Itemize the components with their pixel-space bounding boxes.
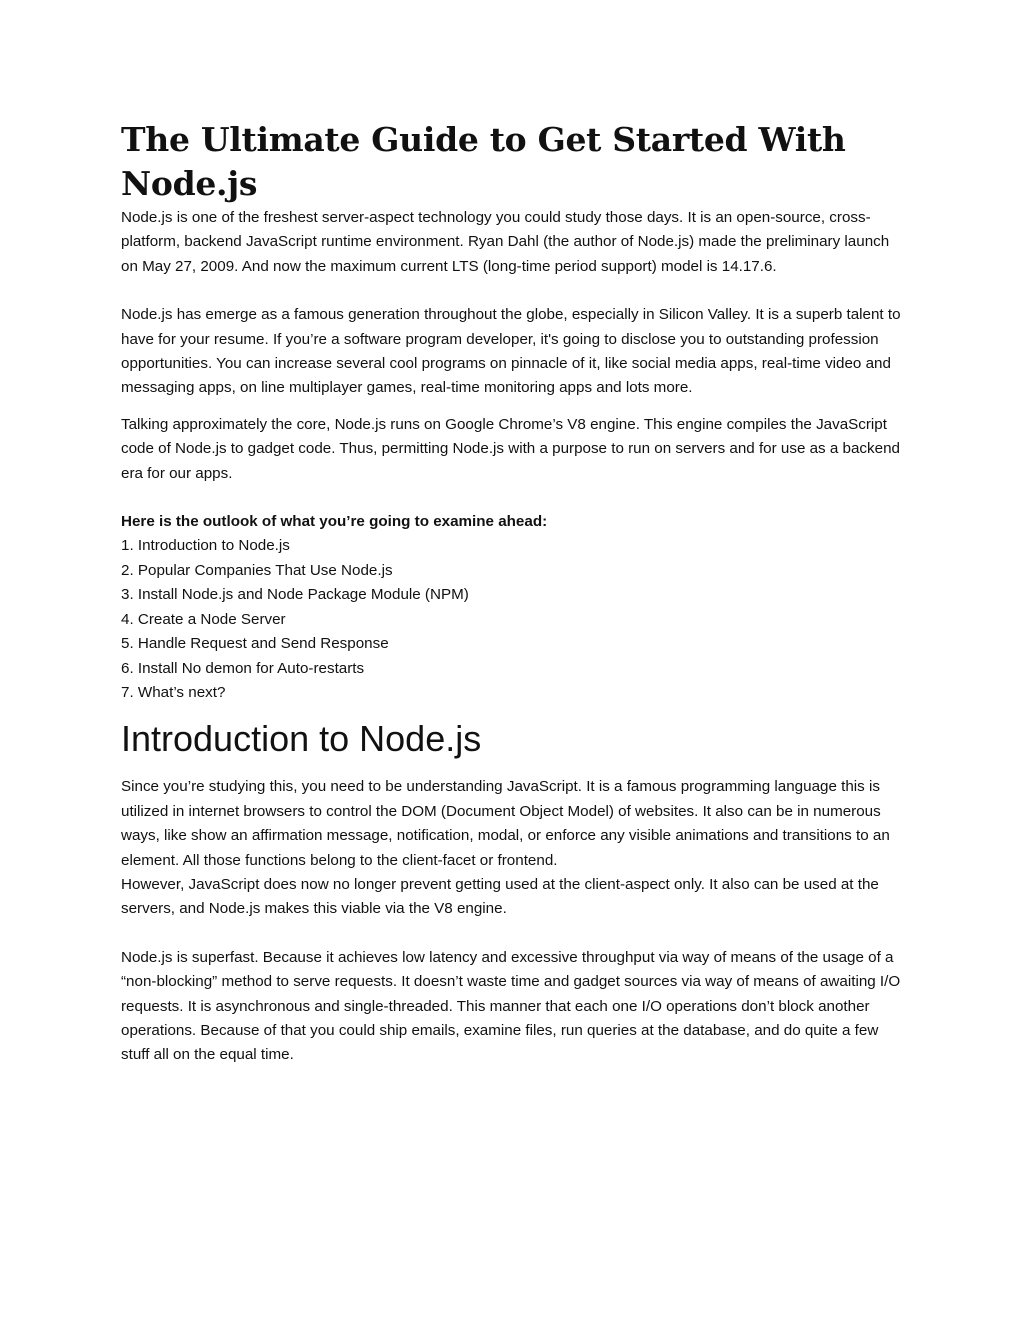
list-item: 6. Install No demon for Auto-restarts xyxy=(121,659,365,677)
section-paragraph-1: Since you’re studying this, you need to be understanding JavaScript. It is a famous programming language this is utilized in internet browsers to control the DOM (Document Object Model) of websites. It also can be in numerous ways, like show an affirmation message, notification, modal, or enforce any visible animations and transitions to an element. All those functions belong to the client-facet or frontend. xyxy=(121,778,890,869)
section-heading: Introduction to Node.js xyxy=(121,718,482,760)
section-paragraph-3: Node.js is superfast. Because it achieves low latency and excessive throughput via way of means of the usage of a “non-blocking” method to serve requests. It doesn’t waste time and gadget sources via way of means of awaiting I/O requests. It is asynchronous and single-threaded. This manner that each one I/O operations don’t block another operations. Because of that you could ship emails, examine files, run queries at the database, and do quite a few stuff all on the equal time. xyxy=(121,948,901,1064)
list-item: 5. Handle Request and Send Response xyxy=(121,635,389,653)
section-paragraph-2: However, JavaScript does now no longer prevent getting used at the client-aspect only. It also can be used at the servers, and Node.js makes this viable via the V8 engine. xyxy=(121,875,879,918)
document-page xyxy=(121,118,906,1068)
intro-paragraph-3: Talking approximately the core, Node.js runs on Google Chrome’s V8 engine. This engine compiles the JavaScript code of Node.js to gadget code. Thus, permitting Node.js with a purpose to run on servers and for use as a backend era for our apps. xyxy=(121,415,900,482)
list-item: 7. What’s next? xyxy=(121,683,226,701)
document-title: The Ultimate Guide to Get Started With Node.js xyxy=(121,120,846,203)
spacer xyxy=(121,486,906,510)
list-item: 2. Popular Companies That Use Node.js xyxy=(121,561,393,579)
spacer xyxy=(121,401,906,413)
list-item: 1. Introduction to Node.js xyxy=(121,537,290,555)
list-item: 4. Create a Node Server xyxy=(121,610,286,628)
intro-paragraph-2: Node.js has emerge as a famous generation throughout the globe, especially in Silicon Valley. It is a superb talent to have for your resume. If you’re a software program developer, it's going to disclose you to outstanding profession opportunities. You can increase several cool programs on pinnacle of it, like social media apps, real-time video and messaging apps, on line multiplayer games, real-time monitoring apps and lots more. xyxy=(121,306,901,397)
list-item: 3. Install Node.js and Node Package Module (NPM) xyxy=(121,586,469,604)
intro-paragraph-1: Node.js is one of the freshest server-aspect technology you could study those days. It is an open-source, cross-platform, backend JavaScript runtime environment. Ryan Dahl (the author of Node.js) made the preliminary launch on May 27, 2009. And now the maximum current LTS (long-time period support) model is 14.17.6. xyxy=(121,209,890,275)
spacer xyxy=(121,922,906,946)
outlook-list xyxy=(121,534,906,705)
outlook-heading: Here is the outlook of what you’re going to examine ahead: xyxy=(121,513,548,531)
spacer xyxy=(121,279,906,303)
